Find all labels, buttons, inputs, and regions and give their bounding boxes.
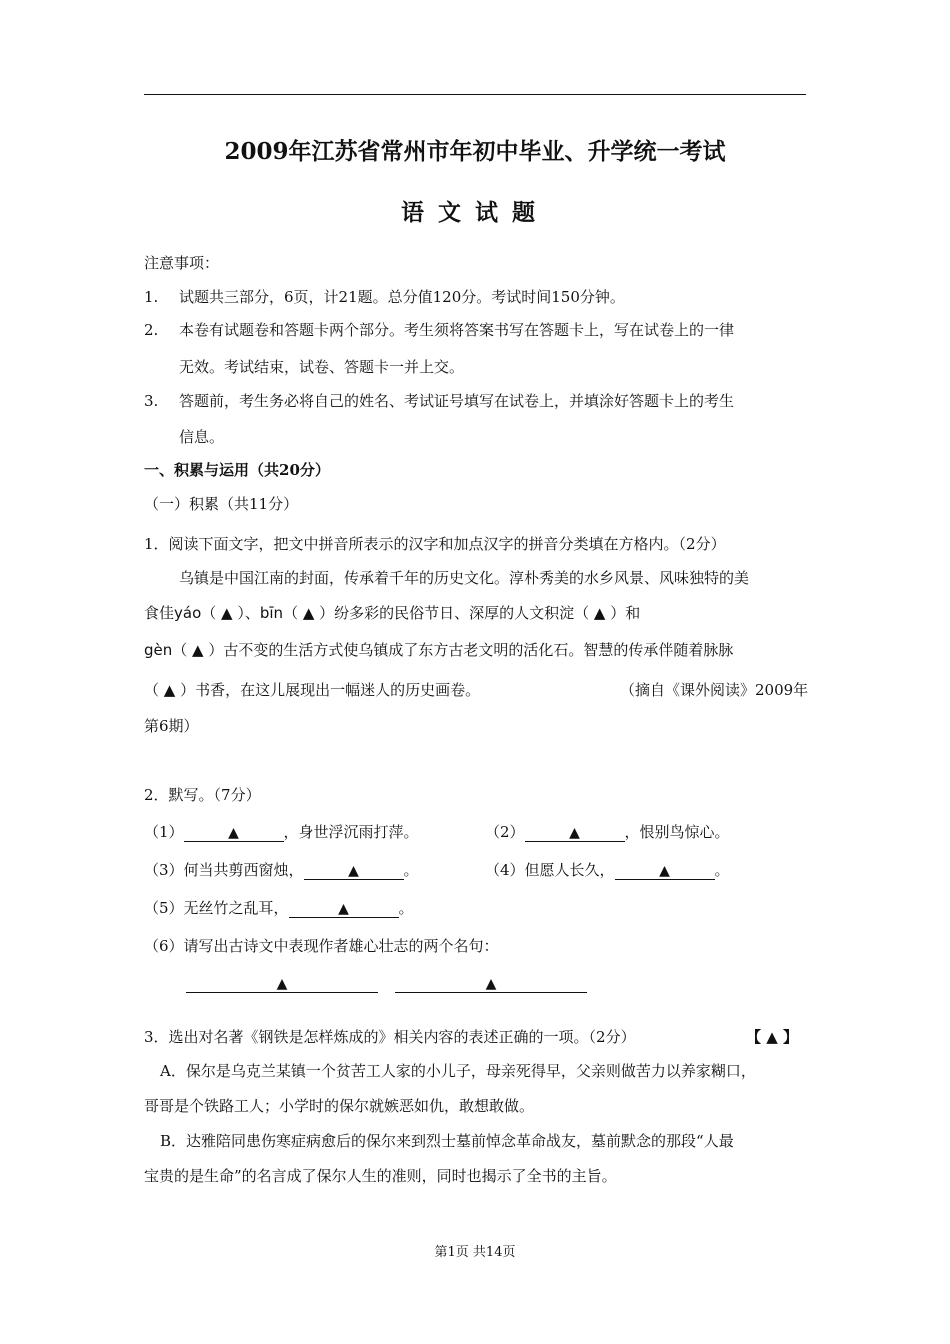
q2-item-5 [144,898,414,918]
section-heading: 一、积累与运用（共20分） [144,461,330,479]
answer-blank[interactable]: （ ▲ ） [172,641,224,659]
passage-text: 食佳 [144,604,175,622]
notice-item-text: 试题共三部分，6页，计21题。总分值120分。考试时间150分钟。 [179,288,625,306]
exam-subtitle: 语文试题 [401,199,549,226]
triangle-icon: ▲ [228,825,239,841]
notice-item-number: 3. [144,392,159,410]
header-rule [144,94,806,95]
q1-passage-line-1: 乌镇是中国江南的封面，传承着千年的历史文化。淳朴秀美的水乡风景、风味独特的美 [179,569,750,587]
notice-item-1 [144,287,625,307]
item-label: （4）但愿人长久， [485,861,615,879]
triangle-icon: ▲ [338,901,349,917]
fill-blank[interactable] [395,974,587,993]
subsection-heading: （一）积累（共11分） [144,495,299,513]
pinyin: bīn [259,604,284,622]
q2-item-3 [144,860,419,880]
answer-blank[interactable]: （ ▲ ） [574,604,626,622]
item-text: ，身世浮沉雨打萍。 [283,823,419,841]
q1-passage-line-2 [144,603,640,623]
q3-option-b[interactable]: B．达雅陪同患伤寒症病愈后的保尔来到烈士墓前悼念革命战友，墓前默念的那段“人最 [160,1132,734,1150]
fill-blank[interactable] [186,974,378,993]
passage-text: 古不变的生活方式使乌镇成了东方古老文明的活化石。智慧的传承伴随着脉脉 [223,641,734,659]
notice-item-number: 2. [144,321,159,339]
triangle-icon: ▲ [659,863,670,879]
notice-item-text: 答题前，考生务必将自己的姓名、考试证号填写在试卷上，并填涂好答题卡上的考生 [179,392,735,410]
q2-item-6-blanks [186,973,587,993]
passage-text: 书香，在这儿展现出一幅迷人的历史画卷。 [195,681,481,699]
fill-blank[interactable] [304,861,404,880]
item-label: （3）何当共剪西窗烛， [144,861,304,879]
q1-prompt: 1．阅读下面文字，把文中拼音所表示的汉字和加点汉字的拼音分类填在方格内。（2分） [144,535,726,553]
answer-blank[interactable]: （ ▲ ） [283,604,335,622]
item-text: ，恨别鸟惊心。 [624,823,730,841]
q3-option-a-cont: 哥哥是个铁路工人；小学时的保尔就嫉恶如仇，敢想敢做。 [144,1097,535,1115]
fill-blank[interactable] [525,823,625,842]
fill-blank[interactable] [184,823,284,842]
notice-item-text: 本卷有试题卷和答题卡两个部分。考生须将答案书写在答题卡上，写在试卷上的一律 [179,321,735,339]
q2-item-1 [144,822,419,842]
exam-title: 2009年江苏省常州市年初中毕业、升学统一考试 [224,138,726,165]
item-label: （6）请写出古诗文中表现作者雄心壮志的两个名句： [144,937,499,955]
q3-option-b-cont: 宝贵的是生命”的名言成了保尔人生的准则，同时也揭示了全书的主旨。 [144,1167,617,1185]
notice-item-number: 1. [144,288,159,306]
triangle-icon: ▲ [276,976,288,992]
item-label: （1） [144,823,184,841]
q1-passage-line-4 [144,680,480,700]
answer-blank[interactable]: （ ▲ ） [144,681,196,699]
passage-text: 纷多彩的民俗节日、深厚的人文积淀 [334,604,575,622]
answer-blank[interactable]: （ ▲ ） [201,604,245,622]
q2-item-4 [485,860,730,880]
q1-passage-line-3 [144,640,733,660]
notice-item-3 [144,391,734,411]
pinyin: yáo [174,604,202,622]
page-footer: 第1页 共14页 [434,1245,516,1260]
notice-item-2 [144,320,734,340]
triangle-icon: ▲ [348,863,359,879]
q3-answer-box[interactable]: 【 ▲ 】 [746,1028,798,1046]
notice-heading: 注意事项： [144,254,220,272]
notice-item-3-cont: 信息。 [179,428,225,446]
q1-source-cont: 第6期） [144,717,199,735]
item-text: 。 [403,861,419,879]
fill-blank[interactable] [615,861,715,880]
passage-text: 和 [625,604,641,622]
item-label: （5）无丝竹之乱耳， [144,899,289,917]
triangle-icon: ▲ [569,825,580,841]
q3-option-a[interactable]: A．保尔是乌克兰某镇一个贫苦工人家的小儿子，母亲死得早，父亲则做苦力以养家糊口， [160,1062,756,1080]
item-label: （2） [485,823,525,841]
pinyin: gèn [144,641,173,659]
q2-item-2 [485,822,730,842]
passage-text: 、 [244,604,260,622]
q2-prompt: 2．默写。（7分） [144,786,261,804]
q3-prompt: 3．选出对名著《钢铁是怎样炼成的》相关内容的表述正确的一项。（2分） [144,1028,636,1046]
item-text: 。 [714,861,730,879]
triangle-icon: ▲ [485,976,497,992]
item-text: 。 [398,899,414,917]
fill-blank[interactable] [289,899,399,918]
notice-item-2-cont: 无效。考试结束，试卷、答题卡一并上交。 [179,358,465,376]
q2-item-6 [144,936,499,956]
q1-source: （摘自《课外阅读》2009年 [620,681,809,699]
